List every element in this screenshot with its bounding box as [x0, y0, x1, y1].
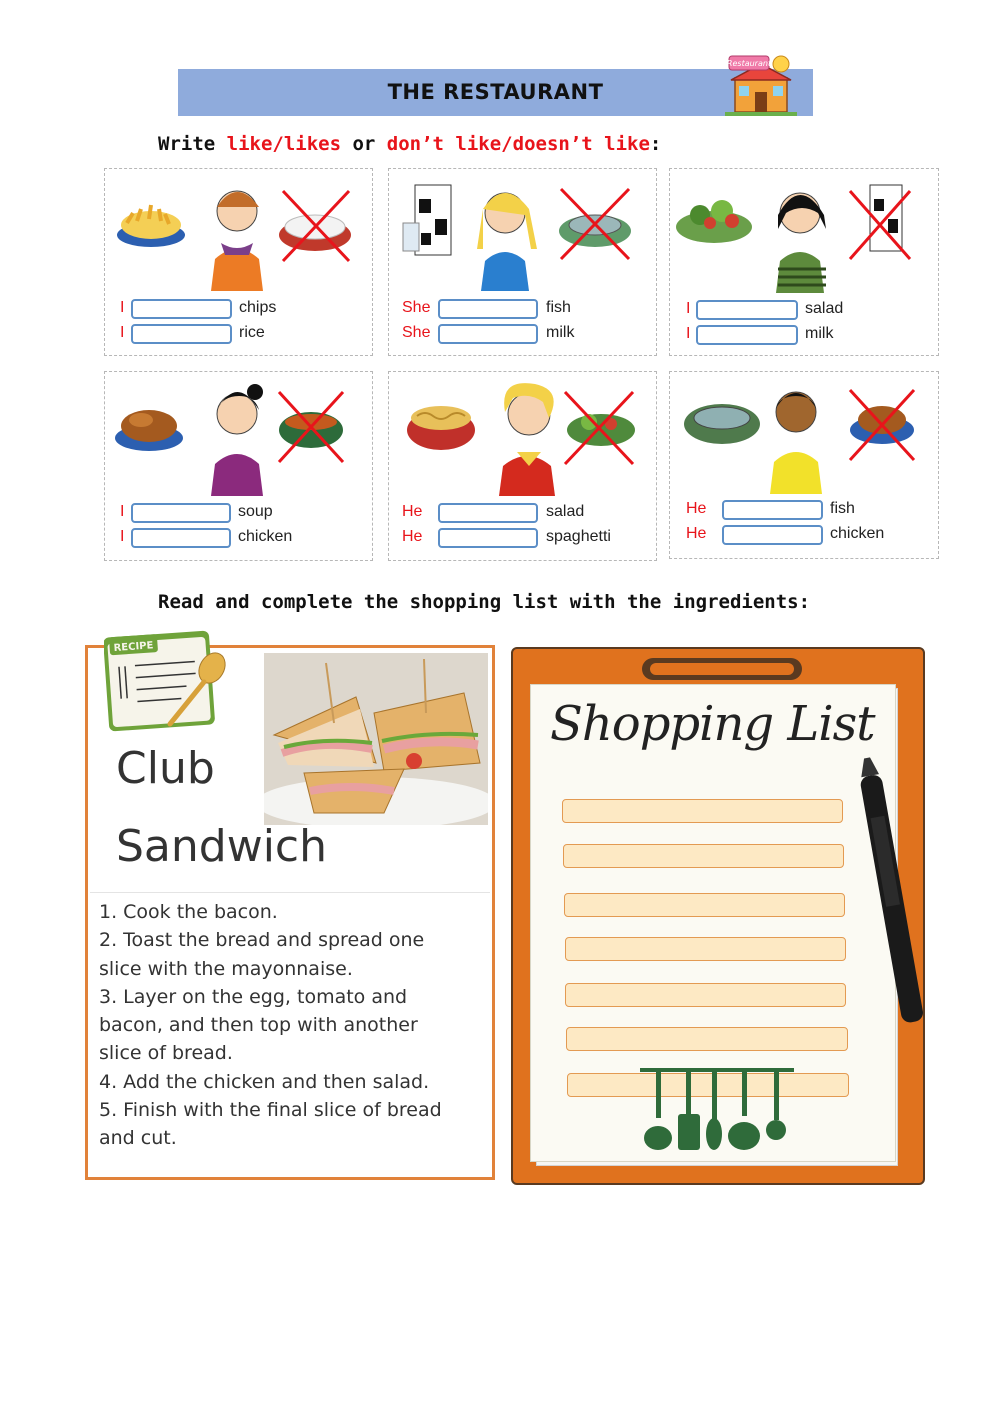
answer-input[interactable] — [722, 500, 823, 520]
subject-label: She — [402, 299, 431, 316]
answer-input[interactable] — [438, 324, 538, 344]
exercise-card-6 — [669, 371, 939, 559]
shopping-item-input[interactable] — [563, 844, 844, 868]
food-label: fish — [546, 299, 571, 316]
salad-person-milk-illustration — [670, 169, 938, 294]
food-label: milk — [805, 325, 834, 342]
shopping-item-input[interactable] — [566, 1027, 848, 1051]
club-sandwich-photo — [264, 653, 488, 825]
subject-label: He — [686, 500, 707, 517]
exercise-card-1 — [104, 168, 373, 356]
chicken-person-soup-illustration — [105, 372, 372, 497]
recipe-card-icon — [104, 630, 232, 734]
recipe-step-line: 4. Add the chicken and then salad. — [99, 1070, 430, 1093]
answer-input[interactable] — [696, 300, 798, 320]
marker-pen-icon — [854, 756, 926, 1032]
food-label: chicken — [238, 528, 293, 545]
divider — [90, 892, 490, 893]
recipe-badge-text: RECIPE — [113, 640, 154, 655]
answer-input[interactable] — [438, 299, 538, 319]
subject-label: I — [120, 299, 125, 316]
food-label: fish — [830, 500, 855, 517]
fish-person-chicken-illustration — [670, 372, 938, 497]
shopping-item-input[interactable] — [565, 937, 846, 961]
shopping-item-input[interactable] — [564, 893, 845, 917]
food-label: salad — [546, 503, 585, 520]
restaurant-icon — [725, 52, 797, 118]
subject-label: I — [120, 503, 125, 520]
page-title: THE RESTAURANT — [387, 80, 604, 104]
milk-person-fish-illustration — [389, 169, 656, 294]
subject-label: He — [686, 525, 707, 542]
subject-label: He — [402, 503, 423, 520]
exercise-card-5 — [388, 371, 657, 561]
answer-input[interactable] — [131, 503, 231, 523]
recipe-title-line2: Sandwich — [116, 821, 327, 872]
food-label: chicken — [830, 525, 885, 542]
spaghetti-person-salad-illustration — [389, 372, 656, 497]
answer-input[interactable] — [438, 528, 538, 548]
recipe-steps — [99, 898, 494, 1153]
recipe-step-line: slice of bread. — [99, 1042, 233, 1065]
exercise-card-2 — [388, 168, 657, 356]
recipe-step-line: 1. Cook the bacon. — [99, 901, 278, 923]
subject-label: She — [402, 324, 431, 341]
recipe-step-line: slice with the mayonnaise. — [99, 957, 353, 980]
food-label: milk — [546, 324, 575, 341]
recipe-step-line: 5. Finish with the final slice of bread — [99, 1099, 442, 1122]
shopping-item-input[interactable] — [562, 799, 843, 823]
kitchen-utensils-icon — [638, 1066, 798, 1158]
recipe-step-line: and cut. — [99, 1127, 177, 1150]
answer-input[interactable] — [131, 528, 231, 548]
svg-text:Restaurant: Restaurant — [726, 59, 772, 68]
recipe-title-line1: Club — [116, 743, 215, 794]
food-label: rice — [239, 324, 265, 341]
subject-label: I — [120, 528, 125, 545]
food-label: soup — [238, 503, 273, 520]
subject-label: He — [402, 528, 423, 545]
exercise-card-4 — [104, 371, 373, 561]
food-label: salad — [805, 300, 844, 317]
chips-person-rice-illustration — [105, 169, 372, 294]
answer-input[interactable] — [438, 503, 538, 523]
recipe-step-line: 2. Toast the bread and spread one — [99, 929, 425, 952]
exercise-card-3 — [669, 168, 939, 356]
answer-input[interactable] — [696, 325, 798, 345]
answer-input[interactable] — [131, 324, 232, 344]
shopping-list-title: Shopping List — [550, 696, 875, 752]
instruction-shopping: Read and complete the shopping list with the ingredients: — [158, 591, 811, 613]
answer-input[interactable] — [131, 299, 232, 319]
subject-label: I — [686, 300, 691, 317]
subject-label: I — [686, 325, 691, 342]
subject-label: I — [120, 324, 125, 341]
shopping-item-input[interactable] — [565, 983, 846, 1007]
clipboard-clip — [640, 656, 804, 682]
recipe-step-line: 3. Layer on the egg, tomato and — [99, 985, 408, 1008]
answer-input[interactable] — [722, 525, 823, 545]
recipe-step-line: bacon, and then top with another — [99, 1014, 418, 1037]
food-label: spaghetti — [546, 528, 611, 545]
instruction-like: Write like/likes or don’t like/doesn’t like: — [158, 133, 662, 155]
food-label: chips — [239, 299, 277, 316]
